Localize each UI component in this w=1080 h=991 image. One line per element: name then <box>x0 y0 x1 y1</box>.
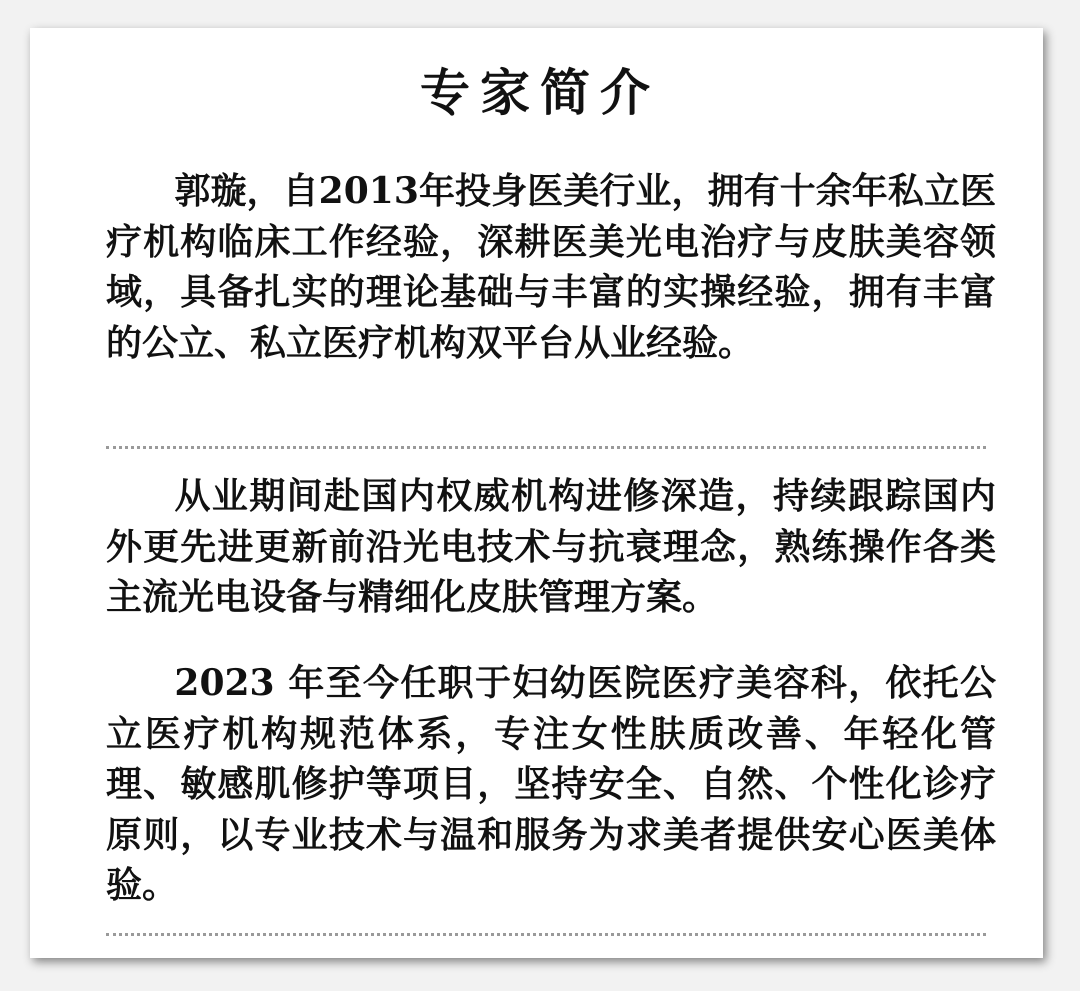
page-title: 专家简介 <box>420 64 660 122</box>
bio-paragraph-2: 从业期间赴国内权威机构进修深造，持续跟踪国内外更先进更新前沿光电技术与抗衰理念，熟练操作各类主流光电设备与精细化皮肤管理方案。 <box>106 475 996 618</box>
bio-paragraph-3: 2023 年至今任职于妇幼医院医疗美容科，依托公立医疗机构规范体系，专注女性肤质改善、年轻化管理、敏感肌修护等项目，坚持安全、自然、个性化诊疗原则，以专业技术与温和服务为求美者提供安心医美体验。 <box>106 662 996 906</box>
dotted-divider-top <box>106 446 986 449</box>
dotted-divider-bottom <box>106 933 986 936</box>
bio-paragraph-1: 郭璇，自2013年投身医美行业，拥有十余年私立医疗机构临床工作经验，深耕医美光电治疗与皮肤美容领域，具备扎实的理论基础与丰富的实操经验，拥有丰富的公立、私立医疗机构双平台从业经验。 <box>106 170 996 364</box>
